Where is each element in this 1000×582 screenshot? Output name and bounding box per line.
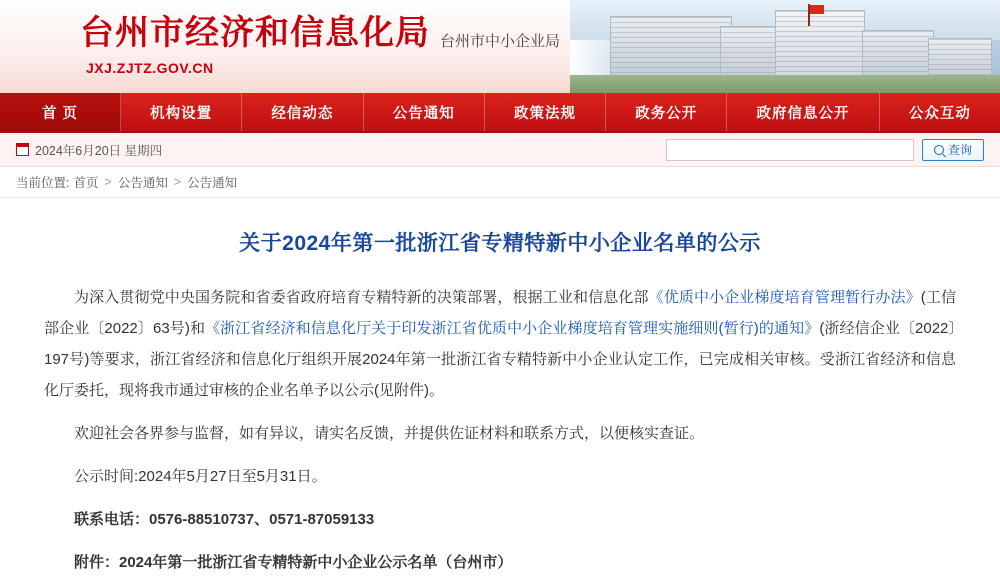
current-date-label: 2024年6月20日 星期四 <box>35 143 163 158</box>
site-logo-subtitle: 台州市中小企业局 <box>440 33 561 50</box>
search-button-label: 查询 <box>947 143 972 157</box>
breadcrumb-item-current[interactable]: 公告通知 <box>187 176 238 190</box>
text-segment-link[interactable]: 《浙江省经济和信息化厅关于印发浙江省优质中小企业梯度培育管理实施细则(暂行)的通知》 <box>205 320 820 337</box>
photo-ground <box>570 75 1000 93</box>
article-paragraph-3: 公示时间:2024年5月27日至5月31日。 <box>74 468 327 485</box>
nav-item-news[interactable]: 经信动态 <box>242 93 363 131</box>
breadcrumb-separator: > <box>104 175 112 189</box>
search-button[interactable] <box>922 139 984 161</box>
page-title: 关于2024年第一批浙江省专精特新中小企业名单的公示 <box>239 232 761 255</box>
site-logo-url: JXJ.ZJTZ.GOV.CN <box>86 60 214 76</box>
text-segment-link[interactable]: 《优质中小企业梯度培育管理暂行办法》 <box>648 289 921 306</box>
building-shape <box>720 26 777 80</box>
article-body <box>44 282 956 578</box>
breadcrumb-separator: > <box>173 175 182 189</box>
building-shape <box>775 10 865 80</box>
nav-item-organization[interactable]: 机构设置 <box>121 93 242 131</box>
site-header <box>0 0 1000 93</box>
nav-item-policy[interactable]: 政策法规 <box>485 93 606 131</box>
nav-item-government-affairs[interactable]: 政务公开 <box>606 93 727 131</box>
article-contact-phone: 联系电话：0576-88510737、0571-87059133 <box>74 511 375 528</box>
article-paragraph-1 <box>44 282 956 406</box>
article-attachment: 附件：2024年第一批浙江省专精特新中小企业公示名单（台州市） <box>74 554 513 571</box>
search-input[interactable] <box>666 139 914 161</box>
calendar-icon <box>16 143 29 156</box>
breadcrumb <box>0 167 1000 198</box>
site-logo[interactable] <box>80 14 560 54</box>
breadcrumb-item-announcements[interactable]: 公告通知 <box>117 176 168 190</box>
flag-icon <box>808 4 810 26</box>
main-nav <box>0 93 1000 133</box>
building-shape <box>928 38 992 80</box>
building-shape <box>610 16 732 80</box>
search-icon <box>934 145 944 155</box>
article-paragraph-2: 欢迎社会各界参与监督，如有异议，请实名反馈，并提供佐证材料和联系方式，以便核实查证。 <box>74 425 705 442</box>
nav-item-home[interactable]: 首 页 <box>0 93 121 131</box>
text-segment: 为深入贯彻党中央国务院和省委省政府培育专精特新的决策部署，根据工业和信息化部 <box>74 289 649 306</box>
nav-item-public-interaction[interactable]: 公众互动 <box>908 105 971 122</box>
nav-item-government-info[interactable]: 政府信息公开 <box>727 93 879 131</box>
breadcrumb-prefix: 当前位置: <box>16 176 70 190</box>
site-logo-title: 台州市经济和信息化局 <box>80 15 430 52</box>
header-photo <box>570 0 1000 93</box>
utility-strip <box>0 133 1000 167</box>
nav-item-announcements[interactable]: 公告通知 <box>364 93 485 131</box>
text-segment: (浙经信企业〔2022〕197号)等要求，浙江省经济和信息化厅组织开展2024年第一批浙江省专精特新中小企业认定工作，已完成相关审核。受浙江省经济和信息化厅委托，现将我市通过审核的企业名单予以公示(见附件)。 <box>44 320 956 399</box>
article <box>0 198 1000 578</box>
building-shape <box>862 30 934 80</box>
breadcrumb-item-home[interactable]: 首页 <box>73 176 99 190</box>
current-date <box>16 141 162 159</box>
text-segment: (工信部企业〔2022〕63号)和 <box>44 289 956 337</box>
